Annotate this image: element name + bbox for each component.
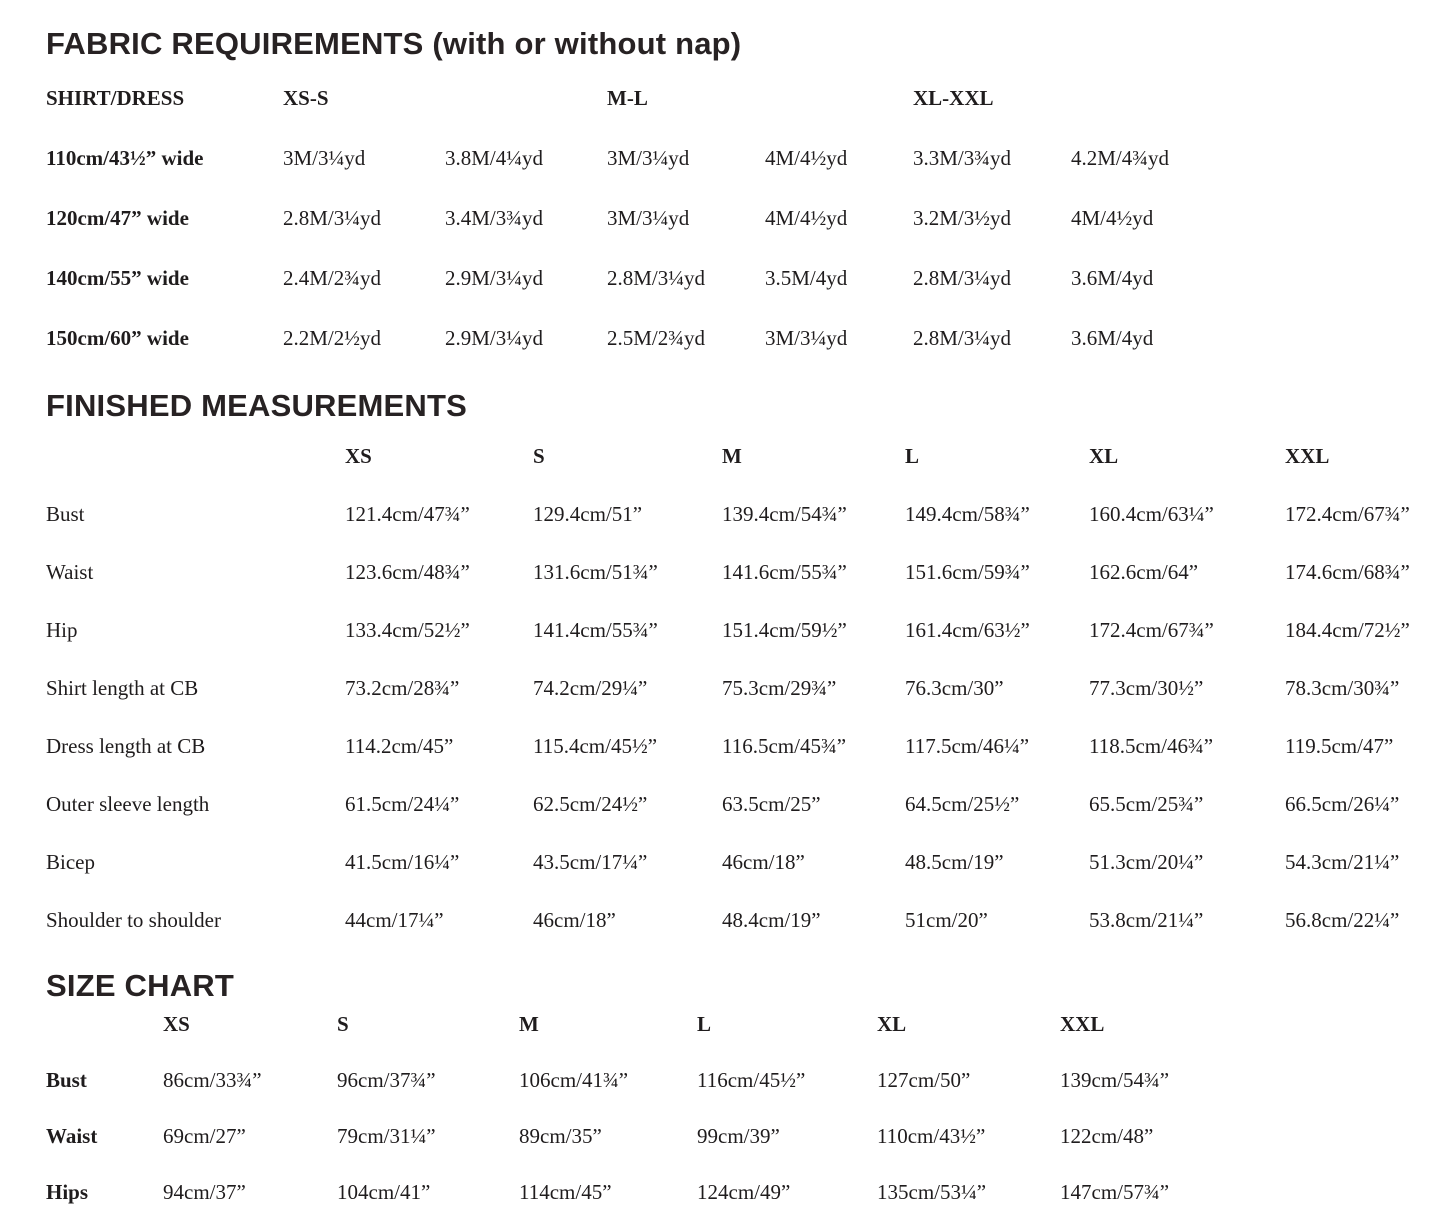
measurement-value: 78.3cm/30¾” [1285, 676, 1400, 700]
measurement-value: 4M/4½yd [1071, 206, 1154, 230]
measurement-value: 46cm/18” [533, 908, 616, 932]
measurement-value: 63.5cm/25” [722, 792, 821, 816]
measurement-value: 76.3cm/30” [905, 676, 1004, 700]
row-label: Waist [46, 1124, 98, 1148]
size-chart-title: SIZE CHART [46, 968, 234, 1003]
row-label: Shirt length at CB [46, 676, 199, 700]
measurement-value: 3.3M/3¾yd [913, 146, 1012, 170]
measurement-value: 139.4cm/54¾” [722, 502, 847, 526]
measurement-value: 75.3cm/29¾” [722, 676, 837, 700]
row-label: 150cm/60” wide [46, 326, 189, 350]
measurement-value: 149.4cm/58¾” [905, 502, 1030, 526]
measurement-value: 131.6cm/51¾” [533, 560, 658, 584]
column-header-xs: XS [345, 444, 372, 468]
column-header-xxl: XXL [1285, 444, 1330, 468]
measurement-value: 56.8cm/22¼” [1285, 908, 1400, 932]
measurement-value: 73.2cm/28¾” [345, 676, 460, 700]
column-header-xl: XL [877, 1012, 907, 1036]
measurement-value: 51cm/20” [905, 908, 988, 932]
measurement-value: 3.4M/3¾yd [445, 206, 544, 230]
measurement-value: 86cm/33¾” [163, 1068, 262, 1092]
row-label: 120cm/47” wide [46, 206, 189, 230]
column-header-xs-s: XS-S [283, 86, 329, 110]
measurement-value: 41.5cm/16¼” [345, 850, 460, 874]
measurement-value: 116cm/45½” [697, 1068, 806, 1092]
column-header-m-l: M-L [607, 86, 648, 110]
measurement-value: 174.6cm/68¾” [1285, 560, 1410, 584]
measurement-value: 2.2M/2½yd [283, 326, 382, 350]
measurement-value: 118.5cm/46¾” [1089, 734, 1214, 758]
measurement-value: 162.6cm/64” [1089, 560, 1199, 584]
row-label: Hip [46, 618, 78, 642]
fabric-requirements-table [46, 86, 1425, 350]
measurement-value: 116.5cm/45¾” [722, 734, 847, 758]
measurement-value: 117.5cm/46¼” [905, 734, 1030, 758]
measurement-value: 74.2cm/29¼” [533, 676, 648, 700]
measurement-value: 161.4cm/63½” [905, 618, 1030, 642]
measurement-value: 114cm/45” [519, 1180, 612, 1204]
measurement-value: 79cm/31¼” [337, 1124, 436, 1148]
column-header-m: M [722, 444, 742, 468]
column-header-l: L [697, 1012, 712, 1036]
measurement-value: 77.3cm/30½” [1089, 676, 1204, 700]
measurement-value: 135cm/53¼” [877, 1180, 987, 1204]
measurement-value: 3M/3¼yd [765, 326, 848, 350]
measurement-value: 2.8M/3¼yd [913, 326, 1012, 350]
column-header-xl: XL [1089, 444, 1119, 468]
measurement-value: 3M/3¼yd [607, 146, 690, 170]
measurement-value: 127cm/50” [877, 1068, 971, 1092]
measurement-value: 46cm/18” [722, 850, 805, 874]
measurement-value: 115.4cm/45½” [533, 734, 658, 758]
row-label: Outer sleeve length [46, 792, 210, 816]
measurement-value: 99cm/39” [697, 1124, 780, 1148]
measurement-value: 54.3cm/21¼” [1285, 850, 1400, 874]
measurement-value: 2.8M/3¼yd [913, 266, 1012, 290]
measurement-value: 3M/3¼yd [283, 146, 366, 170]
measurement-value: 4M/4½yd [765, 146, 848, 170]
measurement-value: 133.4cm/52½” [345, 618, 470, 642]
measurement-value: 110cm/43½” [877, 1124, 986, 1148]
measurement-value: 3.8M/4¼yd [445, 146, 544, 170]
measurement-value: 96cm/37¾” [337, 1068, 436, 1092]
measurement-value: 53.8cm/21¼” [1089, 908, 1204, 932]
measurement-value: 94cm/37” [163, 1180, 246, 1204]
measurement-value: 123.6cm/48¾” [345, 560, 470, 584]
measurement-value: 172.4cm/67¾” [1285, 502, 1410, 526]
measurement-value: 2.4M/2¾yd [283, 266, 382, 290]
column-header-l: L [905, 444, 920, 468]
measurement-value: 147cm/57¾” [1060, 1180, 1170, 1204]
column-header-m: M [519, 1012, 539, 1036]
column-header-shirt-dress: SHIRT/DRESS [46, 86, 185, 110]
measurement-value: 4.2M/4¾yd [1071, 146, 1170, 170]
row-label: Waist [46, 560, 94, 584]
measurement-value: 151.4cm/59½” [722, 618, 847, 642]
measurement-value: 3.6M/4yd [1071, 326, 1154, 350]
size-chart-table [46, 1012, 1425, 1204]
measurement-value: 61.5cm/24¼” [345, 792, 460, 816]
finished-measurements-table [46, 444, 1425, 932]
measurement-value: 124cm/49” [697, 1180, 791, 1204]
measurement-value: 3.2M/3½yd [913, 206, 1012, 230]
measurement-value: 104cm/41” [337, 1180, 431, 1204]
fabric-requirements-title: FABRIC REQUIREMENTS (with or without nap) [46, 26, 742, 61]
measurement-value: 106cm/41¾” [519, 1068, 629, 1092]
column-header-s: S [337, 1012, 349, 1036]
finished-measurements-title: FINISHED MEASUREMENTS [46, 388, 468, 423]
row-label: 140cm/55” wide [46, 266, 189, 290]
measurement-value: 89cm/35” [519, 1124, 602, 1148]
measurement-value: 172.4cm/67¾” [1089, 618, 1214, 642]
measurement-value: 2.9M/3¼yd [445, 266, 544, 290]
row-label: Dress length at CB [46, 734, 206, 758]
row-label: 110cm/43½” wide [46, 146, 204, 170]
measurement-value: 160.4cm/63¼” [1089, 502, 1214, 526]
row-label: Hips [46, 1180, 89, 1204]
measurement-value: 2.8M/3¼yd [283, 206, 382, 230]
measurement-value: 44cm/17¼” [345, 908, 444, 932]
column-header-xxl: XXL [1060, 1012, 1105, 1036]
measurement-value: 129.4cm/51” [533, 502, 643, 526]
row-label: Bicep [46, 850, 95, 874]
measurement-value: 119.5cm/47” [1285, 734, 1394, 758]
measurement-value: 141.4cm/55¾” [533, 618, 658, 642]
measurement-value: 64.5cm/25½” [905, 792, 1020, 816]
measurement-value: 151.6cm/59¾” [905, 560, 1030, 584]
measurement-value: 48.4cm/19” [722, 908, 821, 932]
measurement-value: 141.6cm/55¾” [722, 560, 847, 584]
row-label: Bust [46, 502, 85, 526]
measurement-value: 2.5M/2¾yd [607, 326, 706, 350]
column-header-xl-xxl: XL-XXL [913, 86, 994, 110]
measurement-value: 2.9M/3¼yd [445, 326, 544, 350]
measurement-value: 66.5cm/26¼” [1285, 792, 1400, 816]
column-header-s: S [533, 444, 545, 468]
measurement-value: 121.4cm/47¾” [345, 502, 470, 526]
measurement-value: 48.5cm/19” [905, 850, 1004, 874]
measurement-value: 139cm/54¾” [1060, 1068, 1170, 1092]
column-header-xs: XS [163, 1012, 190, 1036]
measurement-value: 65.5cm/25¾” [1089, 792, 1204, 816]
measurement-value: 43.5cm/17¼” [533, 850, 648, 874]
row-label: Shoulder to shoulder [46, 908, 221, 932]
measurement-value: 51.3cm/20¼” [1089, 850, 1204, 874]
measurement-value: 4M/4½yd [765, 206, 848, 230]
measurement-value: 62.5cm/24½” [533, 792, 648, 816]
measurement-value: 69cm/27” [163, 1124, 246, 1148]
row-label: Bust [46, 1068, 87, 1092]
measurement-value: 184.4cm/72½” [1285, 618, 1410, 642]
measurement-value: 2.8M/3¼yd [607, 266, 706, 290]
measurement-value: 3M/3¼yd [607, 206, 690, 230]
measurement-value: 122cm/48” [1060, 1124, 1154, 1148]
measurement-value: 3.5M/4yd [765, 266, 848, 290]
measurement-value: 3.6M/4yd [1071, 266, 1154, 290]
measurement-value: 114.2cm/45” [345, 734, 454, 758]
